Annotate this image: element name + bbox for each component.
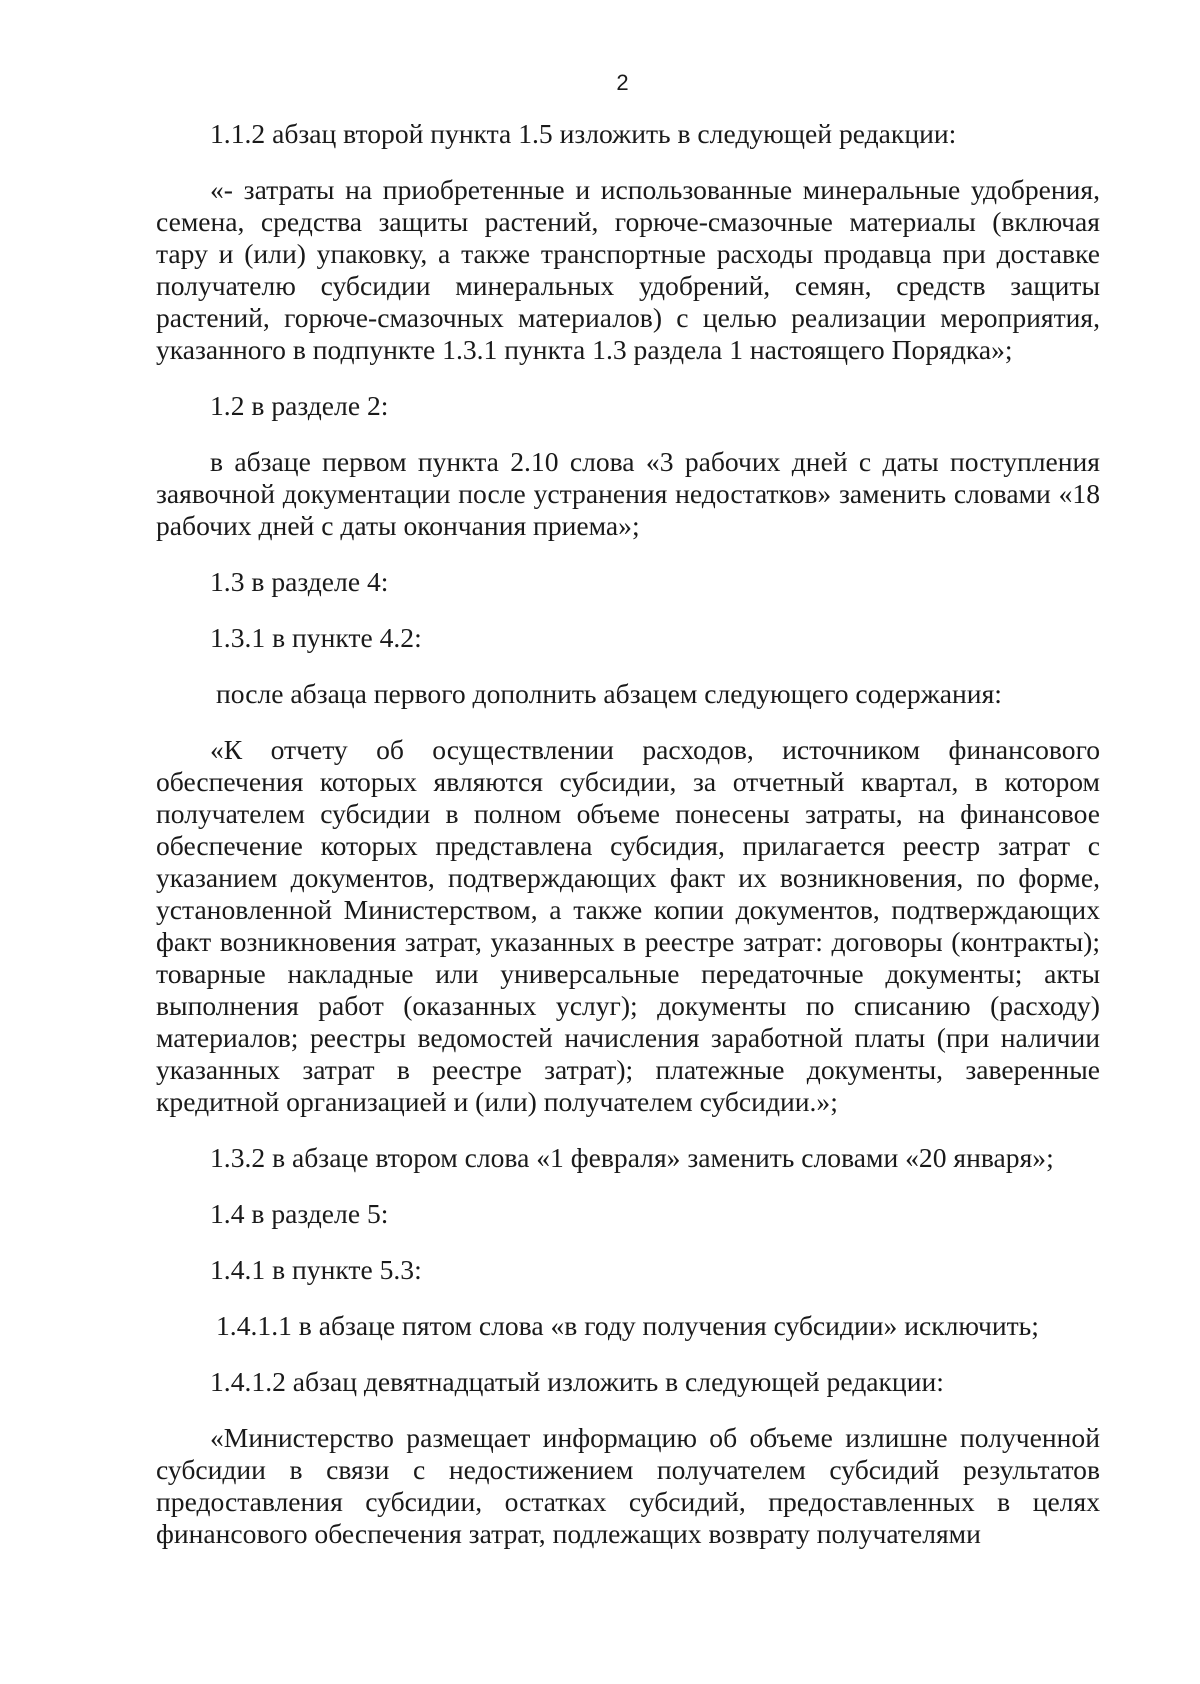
paragraph-quote-costs: «- затраты на приобретенные и использованные минеральные удобрения, семена, средства защиты растений, горюче-смазочные материалы (включая тару и (или) упаковку, а также транспортные расходы продавца при доставке получателю субсидии минеральных удобрений, семян, средств защиты растений, горюче-смазочных материалов) с целью реализации мероприятия, указанного в подпункте 1.3.1 пункта 1.3 раздела 1 настоящего Порядка»; [156, 174, 1100, 365]
paragraph-1-1-2: 1.1.2 абзац второй пункта 1.5 изложить в следующей редакции: [210, 118, 957, 149]
paragraph-1-3: 1.3 в разделе 4: [210, 566, 389, 597]
paragraph-1-4-1: 1.4.1 в пункте 5.3: [210, 1254, 422, 1285]
paragraph-quote-ministry: «Министерство размещает информацию об объеме излишне полученной субсидии в связи с недостижением получателем субсидий результатов предоставления субсидии, остатках субсидий, предоставленных в целях финансового обеспечения затрат, подлежащих возврату получателями [156, 1422, 1100, 1549]
paragraph-quote-report: «К отчету об осуществлении расходов, источником финансового обеспечения которых являются субсидии, за отчетный квартал, в котором получателем субсидии в полном объеме понесены затраты, на финансовое обеспечение которых представлена субсидия, прилагается реестр затрат с указанием документов, подтверждающих факт их возникновения, по форме, установленной Министерством, а также копии документов, подтверждающих факт возникновения затрат, указанных в реестре затрат: договоры (контракты); товарные накладные или универсальные передаточные документы; акты выполнения работ (оказанных услуг); документы по списанию (расходу) материалов; реестры ведомостей начисления заработной платы (при наличии указанных затрат в реестре затрат); платежные документы, заверенные кредитной организацией и (или) получателем субсидии.»; [156, 734, 1100, 1117]
paragraph-1-4-1-2: 1.4.1.2 абзац девятнадцатый изложить в следующей редакции: [210, 1366, 944, 1397]
paragraph-2-10-amendment: в абзаце первом пункта 2.10 слова «3 рабочих дней с даты поступления заявочной документации после устранения недостатков» заменить словами «18 рабочих дней с даты окончания приема»; [156, 446, 1100, 541]
paragraph-1-2: 1.2 в разделе 2: [210, 390, 389, 421]
paragraph-1-3-1: 1.3.1 в пункте 4.2: [210, 622, 422, 653]
document-body [156, 118, 1100, 1574]
paragraph-1-3-2: 1.3.2 в абзаце втором слова «1 февраля» заменить словами «20 января»; [210, 1142, 1054, 1173]
paragraph-1-4-1-1: 1.4.1.1 в абзаце пятом слова «в году получения субсидии» исключить; [216, 1310, 1039, 1341]
paragraph-add-after-first: после абзаца первого дополнить абзацем следующего содержания: [216, 678, 1002, 709]
paragraph-1-4: 1.4 в разделе 5: [210, 1198, 389, 1229]
page-number: 2 [616, 70, 629, 95]
